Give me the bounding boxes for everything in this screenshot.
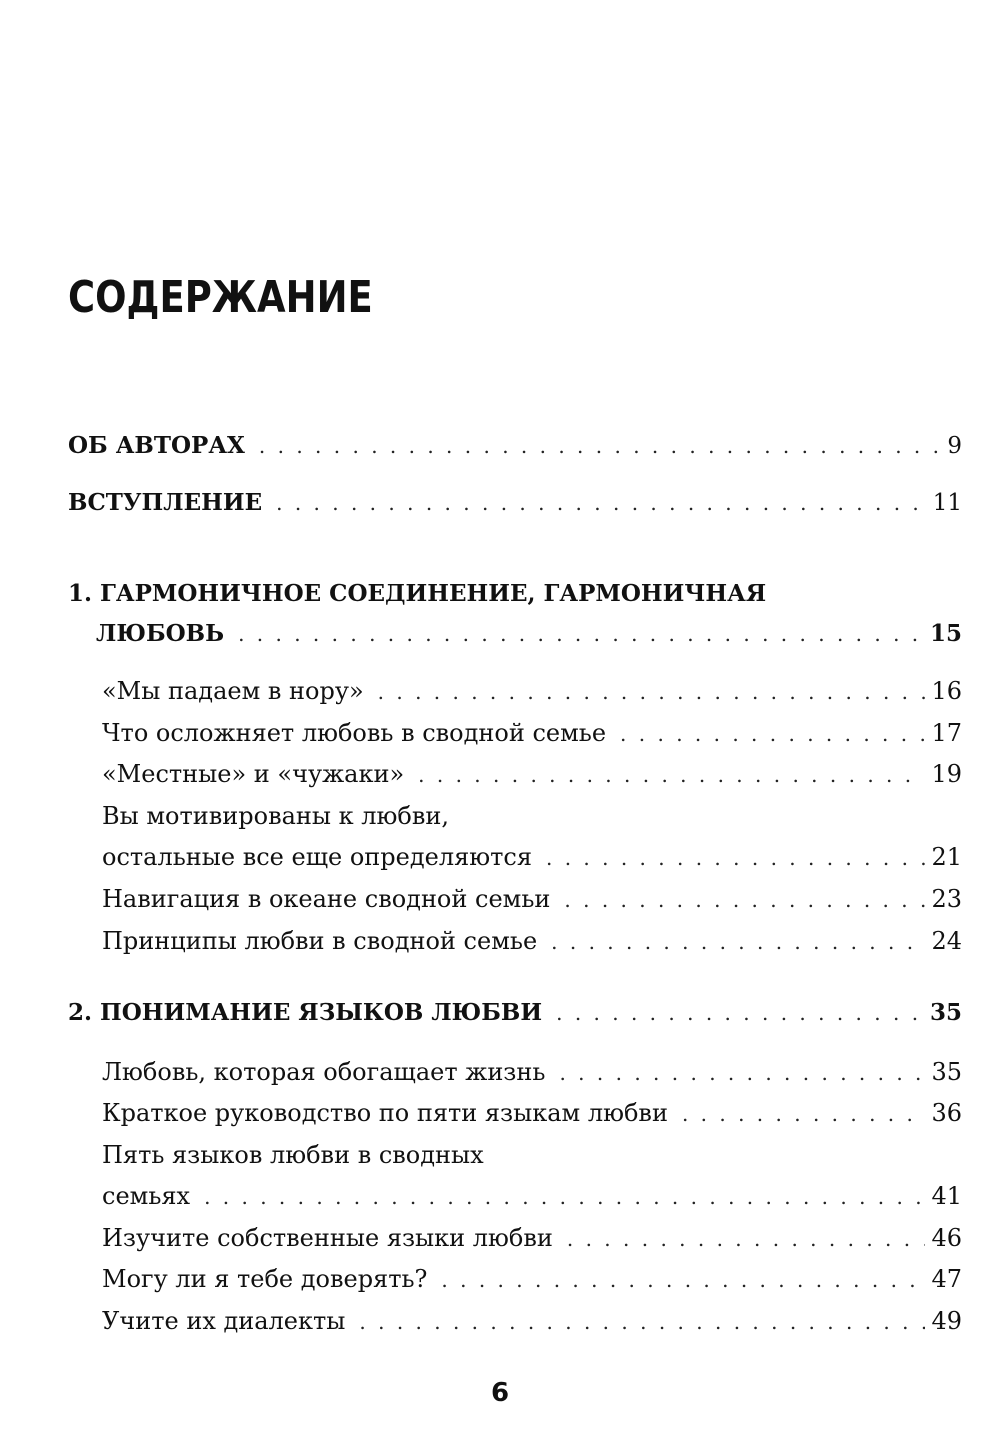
chapter-1-heading-line2: ЛЮБОВЬ: [96, 620, 225, 647]
toc-subentry-label: Могу ли я тебе доверять?: [102, 1265, 428, 1293]
toc-page-number: 16: [931, 677, 962, 705]
toc-subentry[interactable]: [102, 1097, 962, 1130]
toc-subentry[interactable]: [102, 675, 962, 708]
toc-page-number: 46: [931, 1224, 962, 1252]
toc-subentry-label: Что осложняет любовь в сводной семье: [102, 719, 607, 747]
toc-page-number: 15: [929, 620, 962, 647]
dot-leader: [418, 759, 925, 791]
dot-leader: [378, 676, 926, 708]
dot-leader: [441, 1264, 925, 1296]
toc-page-number: 17: [931, 719, 962, 747]
toc-entry-about[interactable]: [68, 430, 962, 462]
toc-subentry-label: Учите их диалекты: [102, 1307, 346, 1335]
dot-leader: [559, 1057, 925, 1089]
toc-page-number: 9: [947, 433, 962, 459]
toc-entry-chapter-2[interactable]: [68, 997, 962, 1029]
chapter-1-heading-line1[interactable]: 1. ГАРМОНИЧНОЕ СОЕДИНЕНИЕ, ГАРМОНИЧНАЯ: [68, 580, 767, 607]
toc-subentry[interactable]: [102, 883, 962, 916]
toc-subentry-label: семьях: [102, 1182, 191, 1210]
dot-leader: [546, 842, 925, 874]
dot-leader: [682, 1098, 926, 1130]
toc-page-number: 41: [931, 1182, 962, 1210]
toc-page-number: 24: [931, 927, 962, 955]
page-title: СОДЕРЖАНИЕ: [68, 272, 373, 323]
dot-leader: [259, 430, 941, 462]
toc-entry-label: ВСТУПЛЕНИЕ: [68, 489, 263, 516]
toc-subentry-label: «Местные» и «чужаки»: [102, 760, 405, 788]
toc-subentry-label-line1[interactable]: Пять языков любви в сводных: [102, 1141, 484, 1169]
page-number: 6: [490, 1378, 510, 1408]
toc-subentry[interactable]: [102, 841, 962, 874]
toc-subentry[interactable]: [102, 758, 962, 791]
toc-page-number: 49: [931, 1307, 962, 1335]
dot-leader: [238, 618, 924, 650]
toc-subentry[interactable]: [102, 1263, 962, 1296]
dot-leader: [564, 884, 925, 916]
toc-page-number: 23: [931, 885, 962, 913]
toc-entry-label: ОБ АВТОРАХ: [68, 432, 245, 459]
toc-page-number: 47: [931, 1265, 962, 1293]
toc-page-number: 36: [931, 1099, 962, 1127]
toc-page-number: 11: [932, 490, 962, 516]
toc-subentry-label: «Мы падаем в нору»: [102, 677, 364, 705]
toc-subentry-label: остальные все еще определяются: [102, 843, 532, 871]
toc-page-number: 21: [931, 843, 962, 871]
toc-subentry[interactable]: [102, 1180, 962, 1213]
dot-leader: [551, 926, 925, 958]
toc-page-number: 19: [931, 760, 962, 788]
dot-leader: [567, 1223, 926, 1255]
toc-entry-intro[interactable]: [68, 487, 962, 519]
dot-leader: [620, 718, 925, 750]
toc-subentry[interactable]: [102, 1305, 962, 1338]
toc-subentry[interactable]: [102, 1056, 962, 1089]
toc-subentry-label: Краткое руководство по пяти языкам любви: [102, 1099, 668, 1127]
dot-leader: [276, 487, 927, 519]
toc-page-number: 35: [929, 999, 962, 1026]
toc-page-number: 35: [931, 1058, 962, 1086]
toc-subentry-label-line1[interactable]: Вы мотивированы к любви,: [102, 802, 449, 830]
toc-entry-chapter-1[interactable]: [96, 618, 962, 650]
toc-subentry[interactable]: [102, 925, 962, 958]
toc-subentry[interactable]: [102, 1222, 962, 1255]
toc-subentry-label: Принципы любви в сводной семье: [102, 927, 538, 955]
toc-subentry-label: Изучите собственные языки любви: [102, 1224, 553, 1252]
dot-leader: [556, 997, 924, 1029]
toc-subentry[interactable]: [102, 717, 962, 750]
toc-subentry-label: Навигация в океане сводной семьи: [102, 885, 551, 913]
dot-leader: [359, 1306, 925, 1338]
chapter-2-heading: 2. ПОНИМАНИЕ ЯЗЫКОВ ЛЮБВИ: [68, 999, 543, 1026]
toc-subentry-label: Любовь, которая обогащает жизнь: [102, 1058, 546, 1086]
dot-leader: [204, 1181, 925, 1213]
